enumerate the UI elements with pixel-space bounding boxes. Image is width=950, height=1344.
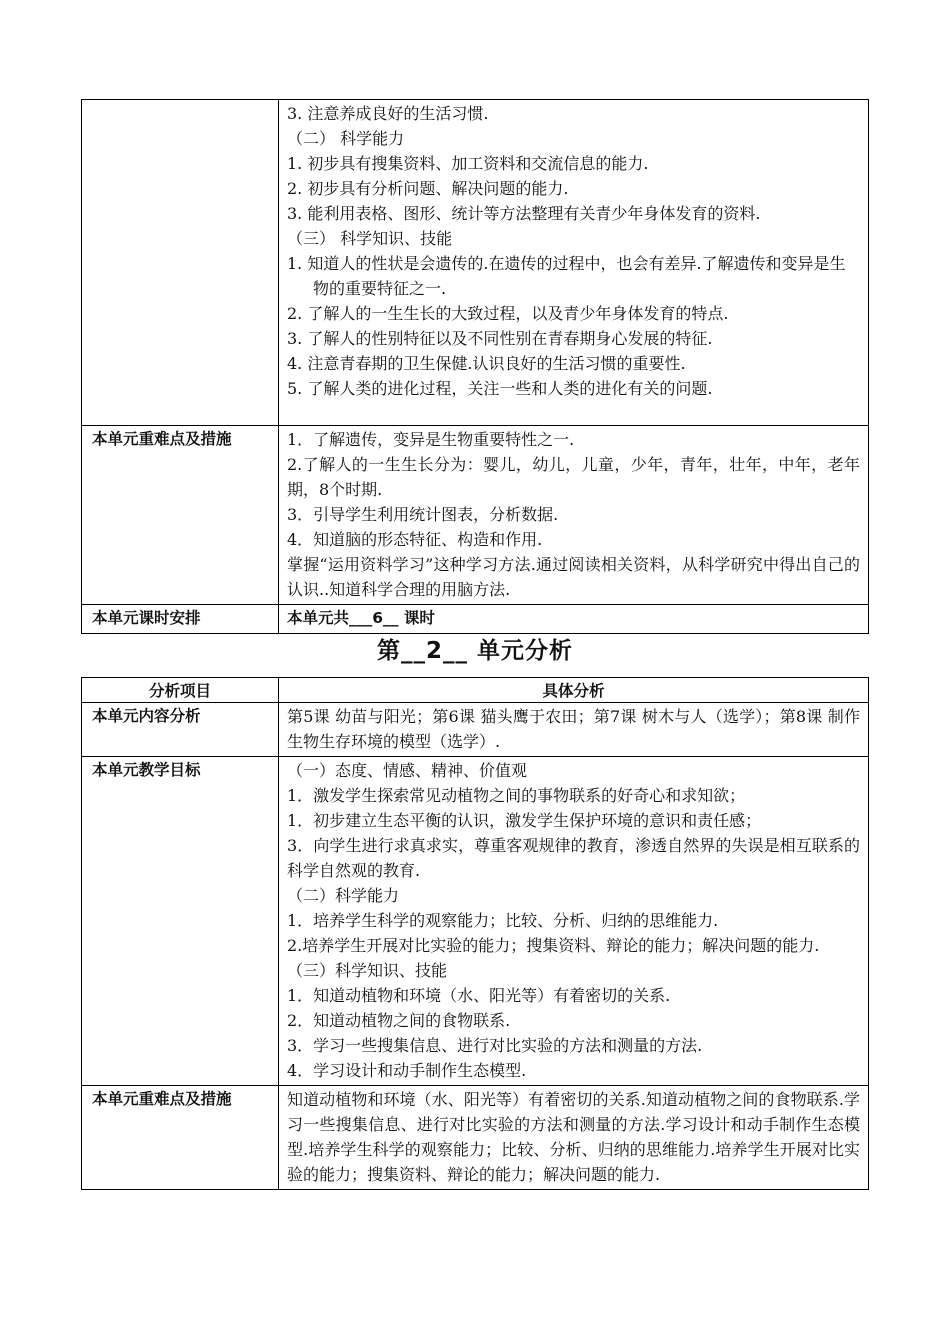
difficulty-label: 本单元重难点及措施 — [82, 1086, 279, 1190]
goal-line: 3．向学生进行求真求实，尊重客观规律的教育，渗透自然界的失误是相互联系的科学自然观的教育. — [287, 836, 860, 880]
goals-label: 本单元教学目标 — [82, 757, 279, 1086]
goal-line: 1．初步建立生态平衡的认识，激发学生保护环境的意识和责任感； — [287, 811, 762, 830]
difficulty-line: 4．知道脑的形态特征、构造和作用. — [287, 530, 543, 549]
table-row — [82, 703, 869, 757]
empty-label-cell — [82, 100, 279, 426]
difficulty-line: 3．引导学生利用统计图表，分析数据. — [287, 505, 559, 524]
unit2-analysis-table — [81, 677, 869, 1190]
goal-line: 3. 注意养成良好的生活习惯. — [287, 104, 489, 123]
goal-line: 4．学习设计和动手制作生态模型. — [287, 1061, 527, 1080]
goals-cell — [279, 757, 869, 1086]
column-header-detail: 具体分析 — [279, 678, 869, 703]
table-row — [82, 426, 869, 605]
goal-line: 2. 了解人的一生生长的大致过程，以及青少年身体发育的特点. — [287, 304, 729, 323]
column-header-item: 分析项目 — [82, 678, 279, 703]
goal-line: 5. 了解人类的进化过程，关注一些和人类的进化有关的问题. — [287, 379, 713, 398]
goal-line: 1．培养学生科学的观察能力；比较、分析、归纳的思维能力. — [287, 911, 719, 930]
goal-line: 3. 了解人的性别特征以及不同性别在青春期身心发展的特征. — [287, 329, 713, 348]
table-row — [82, 100, 869, 426]
table-row — [82, 1086, 869, 1190]
content-cell: 第5课 幼苗与阳光；第6课 猫头鹰于农田；第7课 树木与人（选学）；第8课 制作生物生存环境的模型（选学）. — [279, 703, 869, 757]
table-row — [82, 757, 869, 1086]
goal-section-heading: （二）科学能力 — [287, 886, 400, 905]
teaching-goals-continued-cell — [279, 100, 869, 426]
goal-section-heading: （三）科学知识、技能 — [287, 961, 448, 980]
difficulty-cell — [279, 426, 869, 605]
goal-line: 3．学习一些搜集信息、进行对比实验的方法和测量的方法. — [287, 1036, 703, 1055]
goal-line: 1. 初步具有搜集资料、加工资料和交流信息的能力. — [287, 154, 649, 173]
table-header-row — [82, 678, 869, 703]
difficulty-line: 掌握“运用资料学习”这种学习方法.通过阅读相关资料，从科学研究中得出自己的认识..知道科学合理的用脑方法. — [287, 555, 860, 599]
goal-line: 3. 能利用表格、图形、统计等方法整理有关青少年身体发育的资料. — [287, 204, 761, 223]
goal-section-heading: （三） 科学知识、技能 — [287, 229, 453, 248]
difficulty-line: 2.了解人的一生生长分为：婴儿，幼儿，儿童，少年，青年，壮年，中年，老年期，8个时期. — [287, 455, 860, 499]
goal-line: 2．知道动植物之间的食物联系. — [287, 1011, 511, 1030]
goal-section-heading: （二） 科学能力 — [287, 129, 405, 148]
goal-line: 1．知道动植物和环境（水、阳光等）有着密切的关系. — [287, 986, 671, 1005]
goal-line: 1．激发学生探索常见动植物之间的事物联系的好奇心和求知欲； — [287, 786, 746, 805]
goal-line: 2.培养学生开展对比实验的能力；搜集资料、辩论的能力；解决问题的能力. — [287, 936, 820, 955]
blank-line — [287, 401, 860, 423]
difficulty-line: 1．了解遗传，变异是生物重要特性之一. — [287, 430, 575, 449]
goal-line: 2. 初步具有分析问题、解决问题的能力. — [287, 179, 569, 198]
schedule-value: 本单元共___6__ 课时 — [279, 605, 869, 634]
goal-line: 4. 注意青春期的卫生保健.认识良好的生活习惯的重要性. — [287, 354, 686, 373]
unit2-heading: 第__2__ 单元分析 — [376, 638, 573, 664]
difficulty-cell: 知道动植物和环境（水、阳光等）有着密切的关系.知道动植物之间的食物联系.学习一些搜集信息、进行对比实验的方法和测量的方法.学习设计和动手制作生态模型.培养学生科学的观察能力；比较、分析、归纳的思维能力.培养学生开展对比实验的能力；搜集资料、辩论的能力；解决问题的能力. — [279, 1086, 869, 1190]
difficulty-label: 本单元重难点及措施 — [82, 426, 279, 605]
goal-section-heading: （一）态度、情感、精神、价值观 — [287, 761, 528, 780]
goal-line: 1. 知道人的性状是会遗传的.在遗传的过程中，也会有差异.了解遗传和变异是生物的重要特征之一. — [287, 254, 846, 298]
content-label: 本单元内容分析 — [82, 703, 279, 757]
schedule-label: 本单元课时安排 — [82, 605, 279, 634]
unit1-analysis-table-continued — [81, 99, 869, 634]
table-row — [82, 605, 869, 634]
